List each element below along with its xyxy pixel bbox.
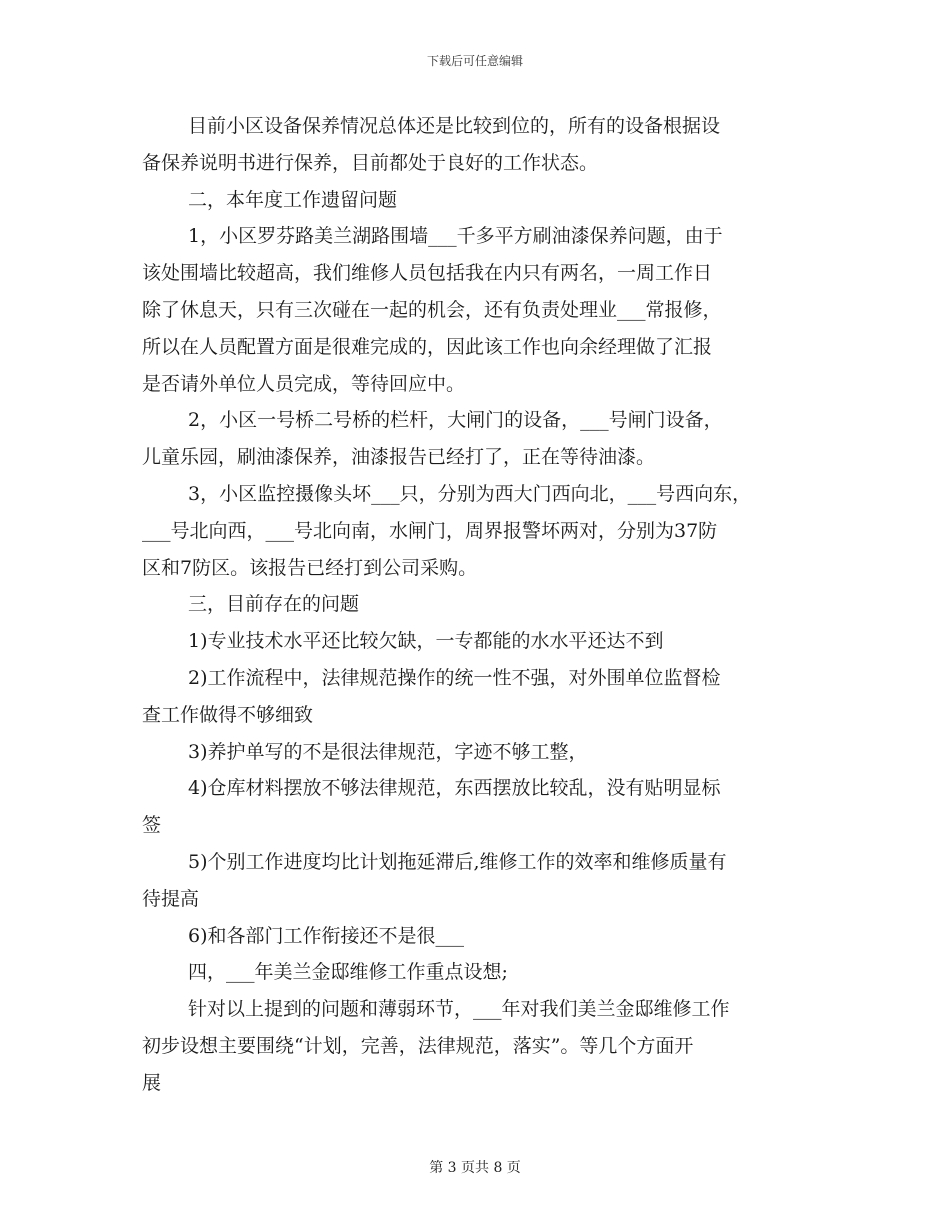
text-line: 区和7防区。该报告已经打到公司采购。 [142,556,478,579]
text-line: 1)专业技术水平还比较欠缺，一专都能的水水平还达不到 [188,630,664,653]
text-line: 查工作做得不够细致 [142,703,314,726]
text-line: 2)工作流程中，法律规范操作的统一性不强，对外围单位监督检 [188,666,721,689]
text-line: 1，小区罗芬路美兰湖路围墙___千多平方刷油漆保养问题，由于 [188,225,723,248]
text-line: 6)和各部门工作衔接还不是很___ [188,924,465,947]
text-line: 4)仓库材料摆放不够法律规范，东西摆放比较乱，没有贴明显标 [188,777,721,800]
page-header: 下载后可任意编辑 [426,54,523,68]
text-line: 所以在人员配置方面是很难完成的，因此该工作也向余经理做了汇报 [142,335,713,358]
text-line: ___号北向西，___号北向南，水闸门，周界报警坏两对，分别为37防 [142,519,718,542]
text-line: 签 [142,814,162,837]
text-line: 针对以上提到的问题和薄弱环节，___年对我们美兰金邸维修工作 [188,998,730,1021]
text-line: 三，目前存在的问题 [188,593,360,616]
text-line: 2，小区一号桥二号桥的栏杆，大闸门的设备，___号闸门设备， [188,409,723,432]
text-line: 儿童乐园，刷油漆保养，油漆报告已经打了，正在等待油漆。 [142,446,656,469]
text-line: 目前小区设备保养情况总体还是比较到位的，所有的设备根据设 [188,115,721,137]
page-footer: 第 3 页共 8 页 [429,1160,521,1176]
text-line: 3)养护单写的不是很法律规范，字迹不够工整， [188,740,588,763]
text-line: 二，本年度工作遗留问题 [188,188,398,211]
text-line: 四，___年美兰金邸维修工作重点设想; [188,961,508,984]
text-line: 备保养说明书进行保养，目前都处于良好的工作状态。 [142,151,599,174]
text-line: 待提高 [142,887,200,910]
text-line: 5)个别工作进度均比计划拖延滞后,维修工作的效率和维修质量有 [188,850,727,873]
text-line: 初步设想主要围绕“计划，完善，法律规范，落实”。等几个方面开 [142,1034,694,1057]
text-line: 3，小区监控摄像头坏___只，分别为西大门西向北，___号西向东， [188,482,752,505]
text-line: 除了休息天，只有三次碰在一起的机会，还有负责处理业___常报修， [142,298,722,321]
text-line: 该处围墙比较超高，我们维修人员包括我在内只有两名，一周工作日 [142,262,713,285]
text-line: 是否请外单位人员完成，等待回应中。 [142,372,466,395]
text-line: 展 [142,1071,162,1094]
document-body [142,108,812,1102]
